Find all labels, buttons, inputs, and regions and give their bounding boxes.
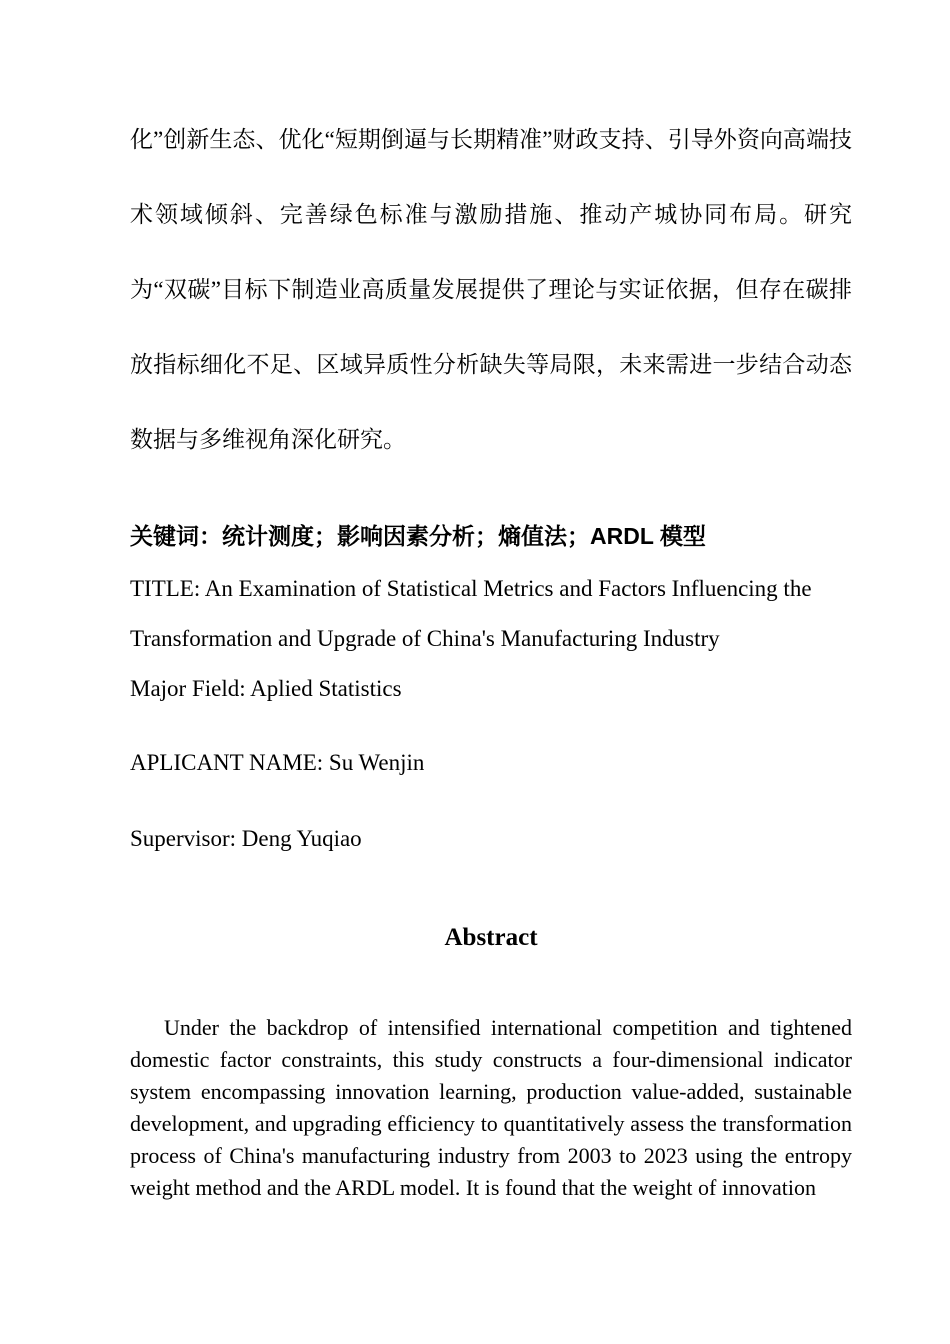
chinese-keywords-line: 关键词：统计测度；影响因素分析；熵值法；ARDL 模型 — [130, 523, 706, 549]
english-abstract-paragraph: Under the backdrop of intensified international competition and tightened domestic factor constraints, this study constructs a four-dimensional indicator system encompassing innovation learning, production value-added, sustainable development, and upgrading efficiency to quantitatively assess the transformation process of China's manufacturing industry from 2003 to 2023 using the entropy weight method and the ARDL model. It is found that the weight of innovation — [130, 1015, 852, 1200]
english-title-line-1: TITLE: An Examination of Statistical Metrics and Factors Influencing the — [130, 576, 812, 601]
applicant-name-line: APLICANT NAME: Su Wenjin — [130, 750, 425, 775]
supervisor-line: Supervisor: Deng Yuqiao — [130, 826, 362, 851]
major-field-line: Major Field: Aplied Statistics — [130, 676, 402, 701]
english-title-line-2: Transformation and Upgrade of China's Manufacturing Industry — [130, 626, 720, 651]
chinese-abstract-continuation-paragraph: 化”创新生态、优化“短期倒逼与长期精准”财政支持、引导外资向高端技术领域倾斜、完善绿色标准与激励措施、推动产城协同布局。研究为“双碳”目标下制造业高质量发展提供了理论与实证依据，但存在碳排放指标细化不足、区域异质性分析缺失等局限，未来需进一步结合动态数据与多维视角深化研究。 — [130, 127, 852, 452]
abstract-heading: Abstract — [444, 924, 538, 951]
